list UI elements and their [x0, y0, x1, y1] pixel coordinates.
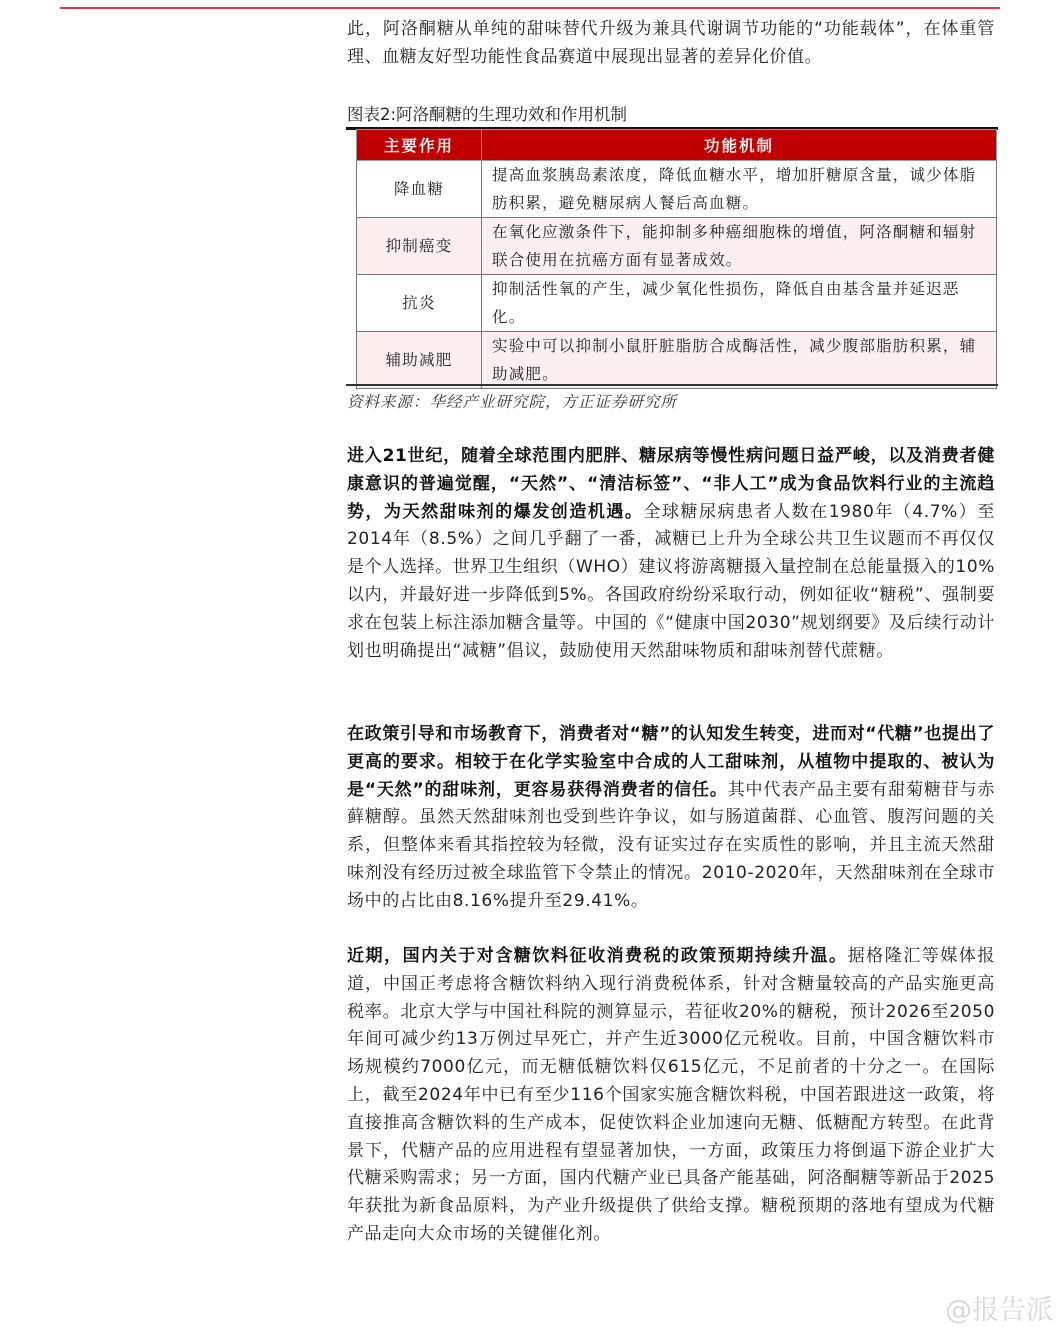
intro-paragraph: 此，阿洛酮糖从单纯的甜味替代升级为兼具代谢调节功能的“功能载体”，在体重管理、血糖友好型功能性食品赛道中展现出显著的差异化价值。 [347, 19, 995, 67]
header-rule [60, 7, 1000, 9]
effect-cell: 辅助减肥 [357, 332, 482, 389]
table-row [357, 218, 997, 275]
effects-table [356, 129, 997, 389]
header-mechanism: 功能机制 [482, 130, 997, 161]
watermark: @报告派 [945, 1295, 1053, 1326]
header-effect: 主要作用 [357, 130, 482, 161]
paragraph-lead: 在政策引导和市场教育下，消费者对“糖”的认知发生转变，进而对“代糖”也提出了更高的要求。相较于在化学实验室中合成的人工甜味剂，从植物中提取的、被认为是“天然”的甜味剂，更容易获得消费者的信任。 [347, 724, 995, 800]
figure-source: 资料来源：华经产业研究院，方正证券研究所 [347, 393, 678, 411]
table-row [357, 332, 997, 389]
paragraph-body: 据格隆汇等媒体报道，中国正考虑将含糖饮料纳入现行消费税体系，针对含糖量较高的产品实施更高税率。北京大学与中国社科院的测算显示，若征收20%的糖税，预计2026至2050年间可减少约13万例过早死亡，并产生近3000亿元税收。目前，中国含糖饮料市场规模约7000亿元，而无糖低糖饮料仅615亿元，不足前者的十分之一。在国际上，截至2024年中已有至少116个国家实施含糖饮料税，中国若跟进这一政策，将直接推高含糖饮料的生产成本，促使饮料企业加速向无糖、低糖配方转型。在此背景下，代糖产品的应用进程有望显著加快，一方面，政策压力将倒逼下游企业扩大代糖采购需求；另一方面，国内代糖产业已具备产能基础，阿洛酮糖等新品于2025年获批为新食品原料，为产业升级提供了供给支撑。糖税预期的落地有望成为代糖产品走向大众市场的关键催化剂。 [347, 946, 995, 1244]
mechanism-cell: 在氧化应激条件下，能抑制多种癌细胞株的增值，阿洛酮糖和辐射联合使用在抗癌方面有显著成效。 [482, 218, 997, 275]
mechanism-cell: 抑制活性氧的产生，减少氧化性损伤，降低自由基含量并延迟恶化。 [482, 275, 997, 332]
figure-caption: 图表2:阿洛酮糖的生理功效和作用机制 [347, 105, 628, 124]
mechanism-cell: 实验中可以抑制小鼠肝脏脂肪合成酶活性，减少腹部脂肪积累，辅助减肥。 [482, 332, 997, 389]
mechanism-cell: 提高血浆胰岛素浓度，降低血糖水平，增加肝糖原含量，诚少体脂肪积累，避免糖尿病人餐后高血糖。 [482, 161, 997, 218]
table-bottom-rule [346, 384, 998, 386]
paragraph-lead: 进入21世纪，随着全球范围内肥胖、糖尿病等慢性病问题日益严峻，以及消费者健康意识的普遍觉醒，“天然”、“清洁标签”、“非人工”成为食品饮料行业的主流趋势，为天然甜味剂的爆发创造机遇。 [347, 446, 995, 522]
paragraph-1 [347, 443, 995, 665]
paragraph-3 [347, 943, 995, 1249]
paragraph-2 [347, 721, 995, 916]
table-header-row [357, 130, 997, 161]
effect-cell: 抗炎 [357, 275, 482, 332]
paragraph-body: 其中代表产品主要有甜菊糖苷与赤藓糖醇。虽然天然甜味剂也受到些许争议，如与肠道菌群、心血管、腹泻问题的关系，但整体来看其指控较为轻微，没有证实过存在实质性的影响，并且主流天然甜味剂没有经历过被全球监管下令禁止的情况。2010-2020年，天然甜味剂在全球市场中的占比由8.16%提升至29.41%。 [347, 779, 996, 911]
table-row [357, 275, 997, 332]
effect-cell: 抑制癌变 [357, 218, 482, 275]
table-row [357, 161, 997, 218]
paragraph-lead: 近期，国内关于对含糖饮料征收消费税的政策预期持续升温。 [347, 946, 848, 966]
intro-paragraph-block [347, 16, 995, 72]
paragraph-body: 全球糖尿病患者人数在1980年（4.7%）至2014年（8.5%）之间几乎翻了一番，减糖已上升为全球公共卫生议题而不再仅仅是个人选择。世界卫生组织（WHO）建议将游离糖摄入量控制在总能量摄入的10%以内，并最好进一步降低到5%。各国政府纷纷采取行动，例如征收“糖税”、强制要求在包装上标注添加糖含量等。中国的《“健康中国2030”规划纲要》及后续行动计划也明确提出“减糖”倡议，鼓励使用天然甜味物质和甜味剂替代蔗糖。 [347, 501, 995, 661]
effect-cell: 降血糖 [357, 161, 482, 218]
